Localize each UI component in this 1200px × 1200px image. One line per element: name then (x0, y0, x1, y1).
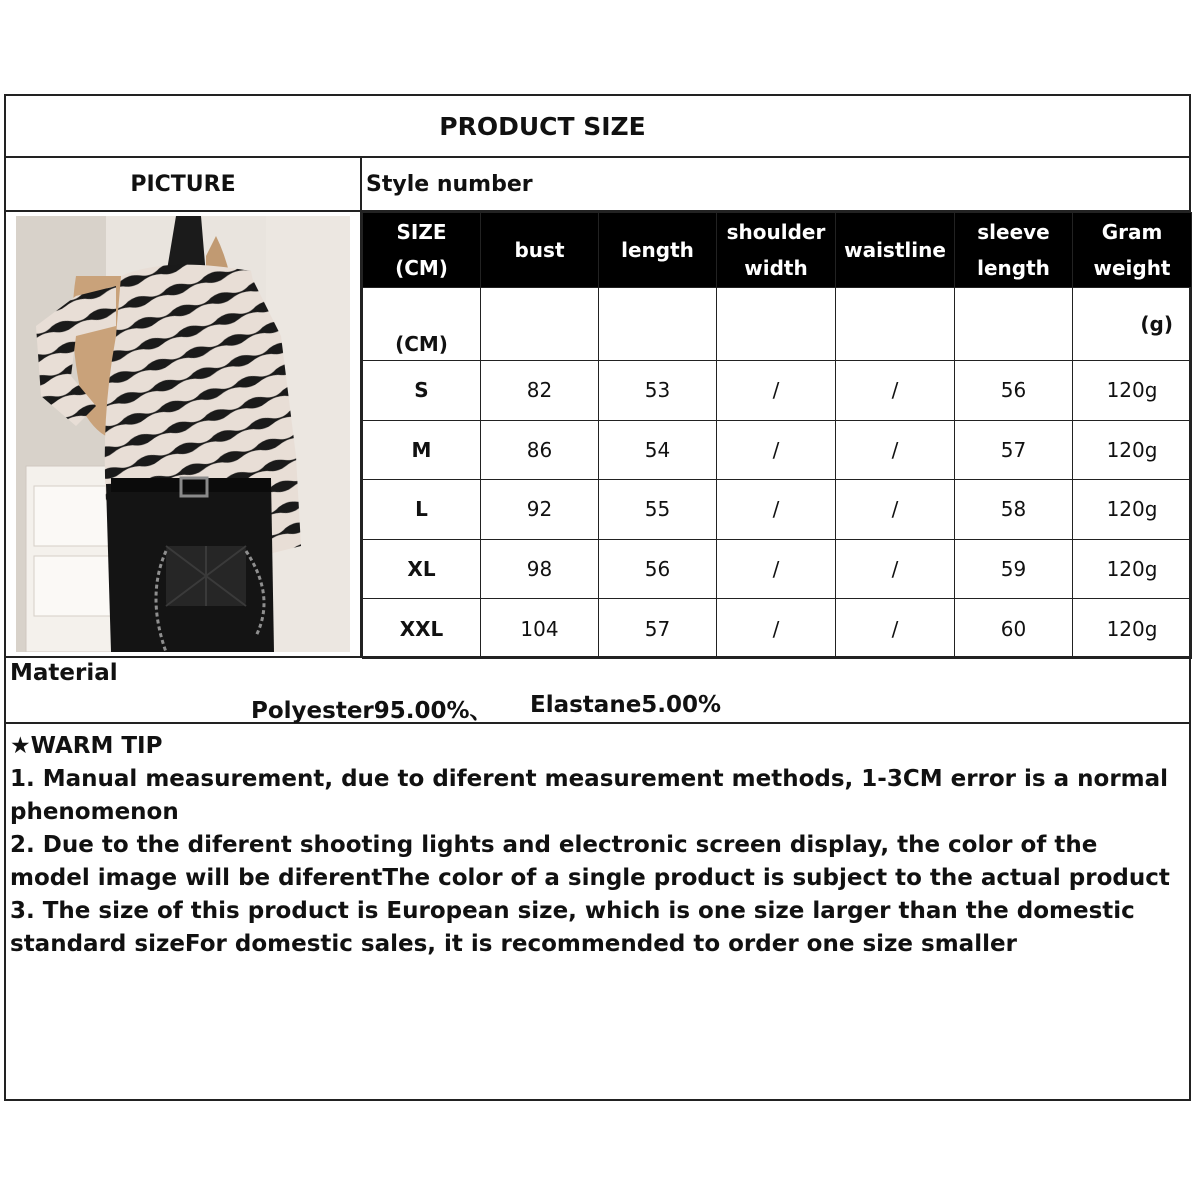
style-number-header: Style number (362, 158, 1189, 212)
material-section (6, 656, 1189, 724)
unit-cm-label: (CM) (363, 288, 481, 361)
header-waistline: waistline (836, 213, 955, 288)
table-row: XXL 104 57 / / 60 120g (363, 599, 1192, 659)
header-length: length (599, 213, 717, 288)
product-photo (16, 216, 350, 652)
warm-tip-heading: ★WARM TIP (10, 733, 163, 759)
warm-tip-line: 3. The size of this product is European size, which is one size larger than the domestic standard sizeFor domestic sales, it is recommended to order one size smaller (10, 898, 1135, 957)
title-row (6, 96, 1189, 158)
warm-tip-line: 1. Manual measurement, due to diferent measurement methods, 1-3CM error is a normal phenomenon (10, 766, 1169, 825)
header-size: SIZE (CM) (363, 213, 481, 288)
material-elastane: Elastane5.00% (530, 692, 722, 718)
size-table-unit-row (363, 288, 1192, 361)
header-sleeve-length: sleeve length (955, 213, 1073, 288)
size-table (362, 212, 1192, 659)
table-row: XL 98 56 / / 59 120g (363, 539, 1192, 599)
model-zebra-top-image (16, 216, 350, 652)
material-label: Material (10, 660, 118, 686)
warm-tip-line: 2. Due to the diferent shooting lights and electronic screen display, the color of the model image will be diferentThe color of a single product is subject to the actual product (10, 832, 1170, 891)
table-row: L 92 55 / / 58 120g (363, 480, 1192, 540)
table-row: S 82 53 / / 56 120g (363, 361, 1192, 421)
header-gram-weight: Gram weight (1073, 213, 1192, 288)
size-table-header-row (363, 213, 1192, 288)
warm-tip-section (10, 730, 1181, 961)
material-polyester: Polyester95.00%、 (251, 698, 493, 724)
picture-header: PICTURE (6, 158, 362, 212)
page-title: PRODUCT SIZE (439, 111, 646, 141)
header-shoulder-width: shoulder width (717, 213, 836, 288)
table-row: M 86 54 / / 57 120g (363, 420, 1192, 480)
header-bust: bust (481, 213, 599, 288)
size-chart-sheet (4, 94, 1191, 1101)
unit-g-label: (g) (1073, 288, 1192, 361)
